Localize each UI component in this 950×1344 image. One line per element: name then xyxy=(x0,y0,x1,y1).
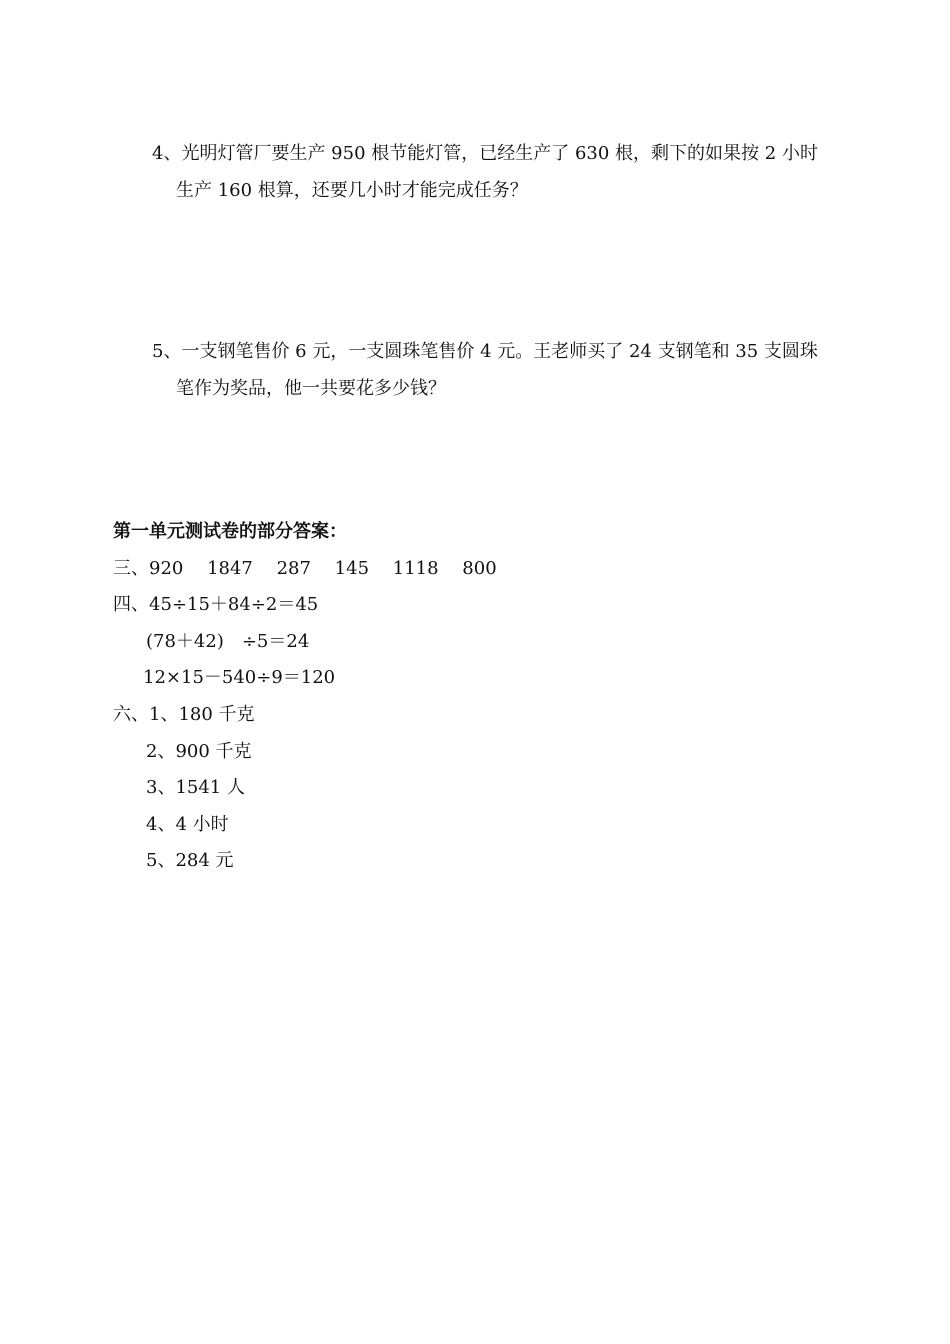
answer-section-6-item-4: 4、4 小时 xyxy=(146,814,229,835)
answer-section-6-item-2: 2、900 千克 xyxy=(146,741,252,762)
answer-section-4-line-1: 四、45÷15＋84÷2＝45 xyxy=(113,594,319,615)
question-4-line-2: 生产 160 根算，还要几小时才能完成任务？ xyxy=(176,180,528,201)
answer-section-4-line-2: (78＋42) ÷5＝24 xyxy=(146,631,310,652)
answer-section-6-item-5: 5、284 元 xyxy=(146,850,234,871)
question-5-line-2: 笔作为奖品，他一共要花多少钱？ xyxy=(176,378,446,399)
question-4-line-1: 4、光明灯管厂要生产 950 根节能灯管，已经生产了 630 根，剩下的如果按 2 小时 xyxy=(152,143,818,164)
answer-heading: 第一单元测试卷的部分答案： xyxy=(113,521,347,542)
question-5-line-1: 5、一支钢笔售价 6 元，一支圆珠笔售价 4 元。王老师买了 24 支钢笔和 35 支圆珠 xyxy=(152,341,818,362)
answer-section-4-line-3: 12×15－540÷9＝120 xyxy=(143,667,336,688)
answer-section-6-item-3: 3、1541 人 xyxy=(146,777,245,798)
answer-section-6-item-1: 六、1、180 千克 xyxy=(113,704,255,725)
answer-section-3: 三、920 1847 287 145 1118 800 xyxy=(113,558,497,579)
